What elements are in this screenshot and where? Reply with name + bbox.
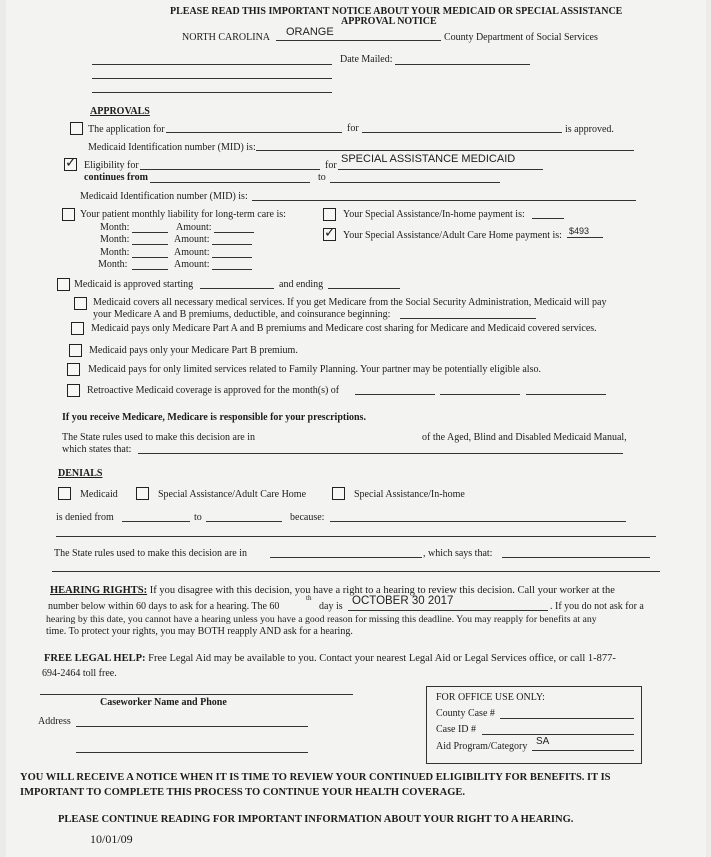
retroactive-checkbox[interactable] [67, 384, 80, 397]
case-id-line [482, 734, 634, 735]
because-label: because: [290, 512, 325, 523]
denial-state-rules-label: The State rules used to make this decision are in [54, 548, 248, 559]
hearing-deadline-date: OCTOBER 30 2017 [352, 595, 454, 607]
amount-line-3 [212, 257, 252, 258]
part-b-text: Medicaid pays only your Medicare Part B premium. [89, 345, 298, 356]
mid-line-2 [252, 200, 636, 201]
medicaid-approved-checkbox[interactable] [57, 278, 70, 291]
hearing-sup: th [306, 594, 312, 602]
medicaid-approved-starting-label: Medicaid is approved starting [74, 279, 194, 290]
continues-from-label: continues from [84, 172, 148, 183]
amount-line-2 [212, 244, 252, 245]
sa-adult-care-payment-label: Your Special Assistance/Adult Care Home payment is: [343, 230, 562, 241]
hearing-text-3: . If you do not ask for a [550, 601, 644, 612]
date-mailed-label: Date Mailed: [340, 54, 393, 65]
part-b-checkbox[interactable] [69, 344, 82, 357]
is-approved-label: is approved. [565, 124, 614, 135]
date-mailed-line [395, 64, 530, 65]
because-line-2 [56, 536, 656, 537]
continues-from-line [150, 182, 310, 183]
program-line [362, 132, 562, 133]
review-notice-line-2: IMPORTANT TO COMPLETE THIS PROCESS TO CONTINUE YOUR HEALTH COVERAGE. [20, 787, 466, 798]
address-line-2 [92, 78, 332, 79]
continue-reading-notice: PLEASE CONTINUE READING FOR IMPORTANT INFORMATION ABOUT YOUR RIGHT TO A HEARING. [58, 814, 574, 825]
eligibility-checkbox[interactable] [64, 158, 77, 171]
hearing-date-line [348, 610, 548, 611]
eligibility-program-line [338, 169, 543, 170]
covers-beginning-line [400, 318, 536, 319]
family-planning-checkbox[interactable] [67, 363, 80, 376]
caseworker-address-line-1 [76, 726, 308, 727]
continues-to-label: to [318, 172, 326, 183]
denial-sa-adult-care-label: Special Assistance/Adult Care Home [158, 489, 307, 500]
medicare-prescriptions-note: If you receive Medicare, Medicare is responsible for your prescriptions. [62, 412, 366, 423]
continues-to-line [330, 182, 500, 183]
month-line-3 [132, 257, 168, 258]
month-label-4: Month: [98, 259, 128, 270]
state-rules-label: The State rules used to make this decision are in [62, 432, 256, 443]
denial-medicaid-label: Medicaid [80, 489, 118, 500]
month-line-1 [132, 232, 168, 233]
address-line-1 [92, 64, 332, 65]
legal-help-heading: FREE LEGAL HELP: [44, 653, 146, 664]
denial-sa-inhome-checkbox[interactable] [332, 487, 345, 500]
mid-label-2: Medicaid Identification number (MID) is: [80, 191, 248, 202]
part-a-b-text: Medicaid pays only Medicare Part A and B premiums and Medicare cost sharing for Medicare and Medicaid covered services. [91, 323, 597, 334]
manual-label: of the Aged, Blind and Disabled Medicaid Manual, [422, 432, 627, 443]
amount-label-4: Amount: [174, 259, 210, 270]
aid-program-line [532, 750, 634, 751]
legal-help-text-1: Free Legal Aid may be available to you. Contact your nearest Legal Aid or Legal Services office, or call 1-877- [148, 653, 616, 664]
sa-adult-care-payment-checkbox[interactable] [323, 228, 336, 241]
sa-inhome-payment-checkbox[interactable] [323, 208, 336, 221]
notice-subheading: APPROVAL NOTICE [341, 16, 437, 27]
for-label-2: for [325, 160, 337, 171]
which-says-label: , which says that: [423, 548, 493, 559]
because-line [330, 521, 626, 522]
liability-checkbox[interactable] [62, 208, 75, 221]
family-planning-text: Medicaid pays for only limited services related to Family Planning. Your partner may be potentially eligible also. [88, 364, 541, 375]
hearing-text-2: number below within 60 days to ask for a hearing. The 60 [48, 601, 280, 612]
review-notice-line-1: YOU WILL RECEIVE A NOTICE WHEN IT IS TIME TO REVIEW YOUR CONTINUED ELIGIBILITY FOR BENEFITS. IT IS [20, 772, 611, 783]
denial-sa-inhome-label: Special Assistance/In-home [354, 489, 465, 500]
amount-line-1 [214, 232, 254, 233]
month-label-3: Month: [100, 247, 130, 258]
county-value: ORANGE [286, 26, 334, 38]
retroactive-text: Retroactive Medicaid coverage is approved for the month(s) of [87, 385, 340, 396]
which-says-line-2 [52, 571, 660, 572]
sa-adult-care-payment-line [567, 237, 603, 238]
hearing-text-4: hearing by this date, you cannot have a hearing unless you have a good reason for missing this deadline. You may reapply for benefits at any [46, 614, 597, 625]
amount-label-1: Amount: [176, 222, 212, 233]
sa-inhome-payment-label: Your Special Assistance/In-home payment is: [343, 209, 525, 220]
mid-line [256, 150, 634, 151]
for-label: for [347, 123, 359, 134]
sa-adult-care-payment-value: $493 [569, 226, 590, 236]
eligibility-line [140, 169, 320, 170]
address-label: Address [38, 716, 71, 727]
liability-label: Your patient monthly liability for long-term care is: [80, 209, 286, 220]
month-line-4 [132, 269, 168, 270]
legal-help-text-2: 694-2464 toll free. [42, 668, 117, 679]
notice-heading: PLEASE READ THIS IMPORTANT NOTICE ABOUT YOUR MEDICAID OR SPECIAL ASSISTANCE [170, 6, 623, 17]
approvals-heading: APPROVALS [90, 106, 150, 117]
hearing-day-is: day is [319, 601, 343, 612]
county-line [276, 40, 441, 41]
sa-inhome-payment-line [532, 218, 564, 219]
application-line [166, 132, 342, 133]
county-case-line [500, 718, 634, 719]
application-for-label: The application for [88, 124, 165, 135]
mid-label: Medicaid Identification number (MID) is: [88, 142, 256, 153]
state-name: NORTH CAROLINA [182, 32, 271, 43]
and-ending-label: and ending [279, 279, 324, 290]
hearing-text-1: If you disagree with this decision, you have a right to a hearing to review this decision. Call your worker at the [149, 585, 615, 596]
denied-from-label: is denied from [56, 512, 114, 523]
eligibility-for-label: Eligibility for [84, 160, 139, 171]
denial-rules-line [270, 557, 422, 558]
caseworker-address-line-2 [76, 752, 308, 753]
amount-label-2: Amount: [174, 234, 210, 245]
which-states-label: which states that: [62, 444, 132, 455]
covers-all-services-text: Medicaid covers all necessary medical services. If you get Medicare from the Social Security Administration, Medicaid will pay [93, 297, 607, 308]
denials-heading: DENIALS [58, 468, 103, 479]
case-id-label: Case ID # [436, 724, 476, 735]
approved-end-line [328, 288, 400, 289]
office-use-title: FOR OFFICE USE ONLY: [436, 692, 545, 703]
retro-month-line-3 [526, 394, 606, 395]
denied-to-line [206, 521, 282, 522]
application-approved-checkbox[interactable] [70, 122, 83, 135]
legal-help-line-1 [44, 653, 616, 665]
month-label-1: Month: [100, 222, 130, 233]
aid-program-label: Aid Program/Category [436, 741, 528, 752]
county-case-label: County Case # [436, 708, 495, 719]
approved-start-line [200, 288, 274, 289]
part-a-b-checkbox[interactable] [71, 322, 84, 335]
denied-to-label: to [194, 512, 202, 523]
county-label: County Department of Social Services [444, 32, 598, 43]
covers-all-services-checkbox[interactable] [74, 297, 87, 310]
retro-month-line-2 [440, 394, 520, 395]
amount-line-4 [212, 269, 252, 270]
denial-medicaid-checkbox[interactable] [58, 487, 71, 500]
form-date: 10/01/09 [90, 832, 133, 846]
denial-sa-adult-care-checkbox[interactable] [136, 487, 149, 500]
covers-all-services-text-2: your Medicare A and B premiums, deductible, and coinsurance beginning: [93, 309, 391, 320]
caseworker-line [40, 694, 353, 695]
amount-label-3: Amount: [174, 247, 210, 258]
denied-from-line [122, 521, 190, 522]
month-label-2: Month: [100, 234, 130, 245]
month-line-2 [132, 244, 168, 245]
hearing-text-5: time. To protect your rights, you may BOTH reapply AND ask for a hearing. [46, 626, 353, 637]
eligibility-program-value: SPECIAL ASSISTANCE MEDICAID [341, 153, 516, 165]
caseworker-label: Caseworker Name and Phone [100, 697, 227, 708]
which-states-line [138, 453, 623, 454]
retro-month-line-1 [355, 394, 435, 395]
address-line-3 [92, 92, 332, 93]
aid-program-value: SA [536, 736, 550, 747]
hearing-heading: HEARING RIGHTS: [50, 585, 148, 596]
which-says-line [502, 557, 650, 558]
hearing-line-1 [50, 585, 615, 597]
